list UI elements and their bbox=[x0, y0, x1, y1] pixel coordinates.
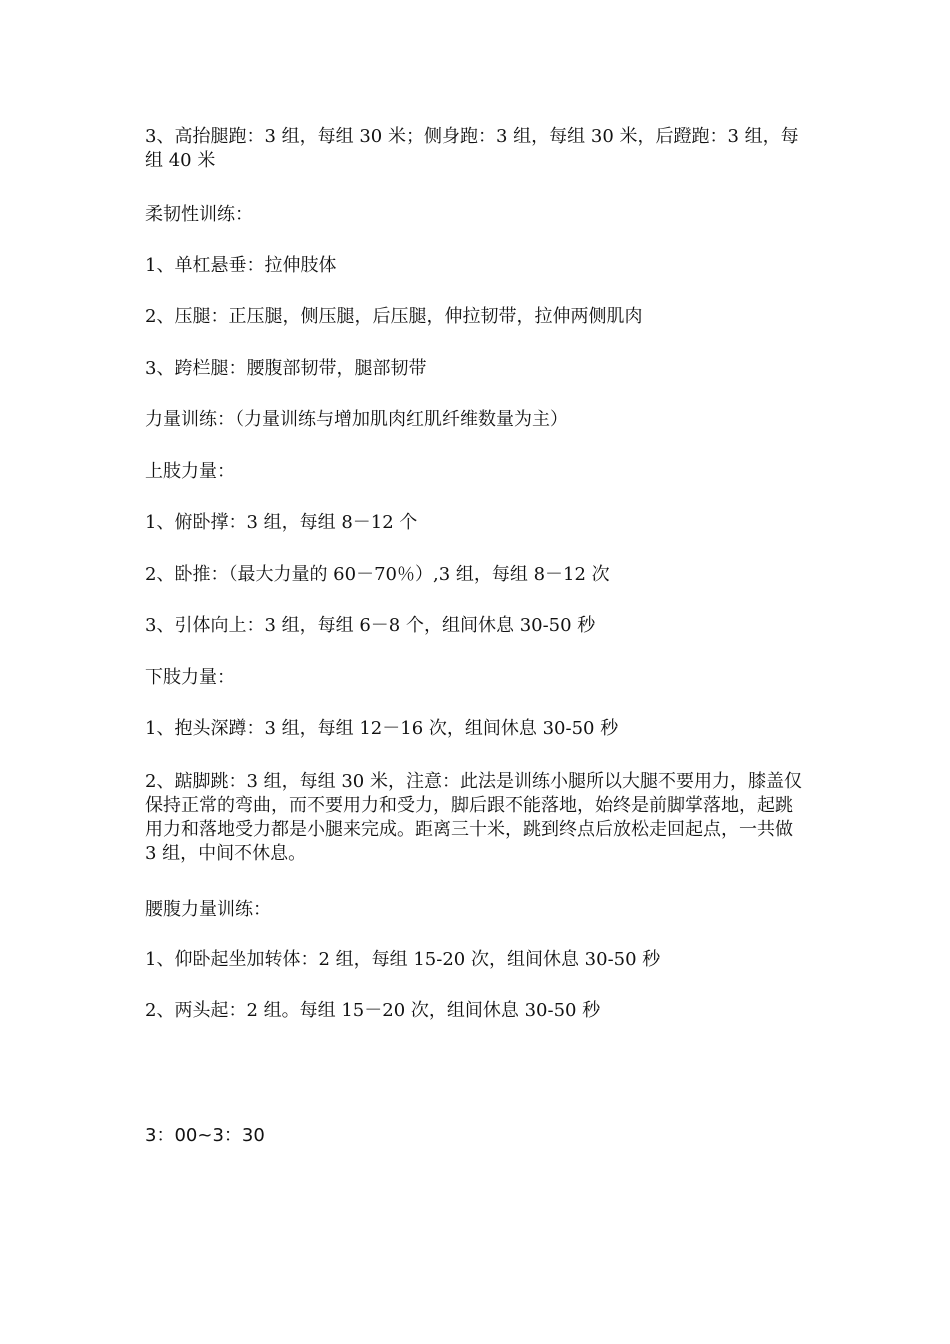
heading-upper-body-strength: 上肢力量： bbox=[145, 461, 235, 482]
paragraph-sit-ups-twist: 1、仰卧起坐加转体：2 组，每组 15-20 次，组间休息 30-50 秒 bbox=[145, 949, 661, 970]
paragraph-leg-press: 2、压腿：正压腿，侧压腿，后压腿，伸拉韧带，拉伸两侧肌肉 bbox=[145, 306, 643, 327]
time-range: 3：00~3：30 bbox=[145, 1125, 265, 1146]
heading-flexibility-training: 柔韧性训练： bbox=[145, 204, 253, 225]
paragraph-bar-hang: 1、单杠悬垂：拉伸肢体 bbox=[145, 255, 337, 276]
paragraph-bench-press: 2、卧推：（最大力量的 60－70％）,3 组，每组 8－12 次 bbox=[145, 564, 610, 585]
paragraph-push-ups: 1、俯卧撑：3 组，每组 8－12 个 bbox=[145, 512, 418, 533]
heading-strength-training: 力量训练：（力量训练与增加肌肉红肌纤维数量为主） bbox=[145, 409, 568, 430]
heading-core-strength-training: 腰腹力量训练： bbox=[145, 899, 271, 920]
paragraph-v-ups: 2、两头起：2 组。每组 15－20 次，组间休息 30-50 秒 bbox=[145, 1000, 601, 1021]
paragraph-tiptoe-jump: 2、踮脚跳：3 组，每组 30 米，注意：此法是训练小腿所以大腿不要用力，膝盖仅保持正常的弯曲，而不要用力和受力，脚后跟不能落地，始终是前脚掌落地，起跳用力和落地受力都是小腿来完成。距离三十米，跳到终点后放松走回起点，一共做 3 组，中间不休息。 bbox=[145, 771, 802, 864]
paragraph-pull-ups: 3、引体向上：3 组，每组 6－8 个，组间休息 30-50 秒 bbox=[145, 615, 596, 636]
paragraph-high-knee-run: 3、高抬腿跑：3 组，每组 30 米；侧身跑：3 组，每组 30 米，后蹬跑：3 组，每组 40 米 bbox=[145, 126, 799, 171]
paragraph-squats: 1、抱头深蹲：3 组，每组 12－16 次，组间休息 30-50 秒 bbox=[145, 718, 619, 739]
heading-lower-body-strength: 下肢力量： bbox=[145, 667, 235, 688]
paragraph-hurdle-leg: 3、跨栏腿：腰腹部韧带，腿部韧带 bbox=[145, 358, 427, 379]
